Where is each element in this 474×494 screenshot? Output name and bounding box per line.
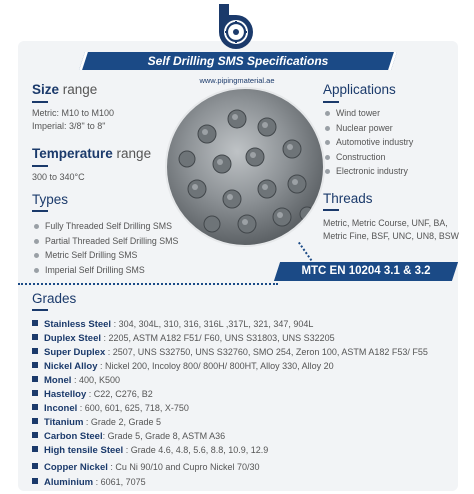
grades-heading: [32, 291, 76, 306]
types-list: [34, 219, 178, 277]
applications-rule: [323, 101, 339, 103]
grade-row: Carbon Steel: Grade 5, Grade 8, ASTM A36: [32, 430, 225, 442]
size-rule: [32, 101, 48, 103]
square-bullet-icon: [32, 418, 38, 424]
bullet-icon: [34, 224, 39, 229]
types-heading: [32, 192, 68, 207]
page-title: Self Drilling SMS Specifications: [147, 54, 329, 68]
temperature-rule: [32, 165, 48, 167]
product-photo: [165, 87, 325, 247]
square-bullet-icon: [32, 390, 38, 396]
threads-heading: [323, 191, 373, 206]
square-bullet-icon: [32, 334, 38, 340]
grade-row: Copper Nickel : Cu Ni 90/10 and Cupro Nickel 70/30: [32, 461, 259, 473]
bullet-icon: [325, 155, 330, 160]
square-bullet-icon: [32, 463, 38, 469]
grade-row: Monel : 400, K500: [32, 374, 120, 386]
square-bullet-icon: [32, 446, 38, 452]
list-item: Imperial Self Drilling SMS: [34, 263, 178, 278]
list-item: Metric Self Drilling SMS: [34, 248, 178, 263]
temperature-heading-bold: Temperature: [32, 146, 113, 161]
types-heading-text: Types: [32, 192, 69, 207]
screws-image: [167, 89, 325, 247]
list-item: Electronic industry: [325, 164, 413, 179]
bullet-icon: [34, 268, 39, 273]
types-rule: [32, 210, 48, 212]
square-bullet-icon: [32, 362, 38, 368]
mtc-label: MTC EN 10204 3.1 & 3.2: [301, 265, 431, 277]
square-bullet-icon: [32, 320, 38, 326]
size-heading-light: range: [62, 82, 98, 97]
grade-row: Stainless Steel : 304, 304L, 310, 316, 316L ,317L, 321, 347, 904L: [32, 318, 313, 330]
applications-heading-text: Applications: [323, 82, 396, 97]
mtc-badge: [277, 262, 455, 281]
size-heading-bold: Size: [32, 82, 60, 97]
title-banner: [82, 52, 394, 70]
grade-row: Super Duplex : 2507, UNS S32750, UNS S32760, SMO 254, Zeron 100, ASTM A182 F53/ F55: [32, 346, 428, 358]
square-bullet-icon: [32, 432, 38, 438]
bullet-icon: [34, 253, 39, 258]
bullet-icon: [34, 239, 39, 244]
size-metric: Metric: M10 to M100: [32, 108, 115, 118]
list-item: Fully Threaded Self Drilling SMS: [34, 219, 178, 234]
threads-rule: [323, 209, 339, 211]
threads-line-2: Metric Fine, BSF, UNC, UN8, BSW: [323, 231, 459, 241]
website-url: www.pipingmaterial.ae: [199, 76, 275, 85]
temperature-heading: [32, 146, 151, 161]
list-item: Wind tower: [325, 106, 413, 121]
bullet-icon: [325, 169, 330, 174]
temperature-value: 300 to 340°C: [32, 172, 85, 182]
grade-row: Titanium : Grade 2, Grade 5: [32, 416, 161, 428]
square-bullet-icon: [32, 376, 38, 382]
threads-line-1: Metric, Metric Course, UNF, BA,: [323, 218, 448, 228]
threads-heading-text: Threads: [323, 191, 373, 206]
applications-list: [325, 106, 413, 179]
grades-rule: [32, 309, 48, 311]
applications-heading: [323, 82, 396, 97]
size-imperial: Imperial: 3/8" to 8": [32, 121, 106, 131]
grade-row: High tensile Steel : Grade 4.6, 4.8, 5.6, 8.8, 10.9, 12.9: [32, 444, 268, 456]
square-bullet-icon: [32, 348, 38, 354]
logo-icon: [211, 2, 261, 52]
list-item: Construction: [325, 150, 413, 165]
grade-row: Duplex Steel : 2205, ASTM A182 F51/ F60, UNS S31803, UNS S32205: [32, 332, 335, 344]
list-item: Partial Threaded Self Drilling SMS: [34, 234, 178, 249]
temperature-heading-light: range: [116, 146, 152, 161]
bullet-icon: [325, 140, 330, 145]
size-heading: [32, 82, 97, 97]
square-bullet-icon: [32, 404, 38, 410]
grades-heading-text: Grades: [32, 291, 77, 306]
grade-row: Nickel Alloy : Nickel 200, Incoloy 800/ 800H/ 800HT, Alloy 330, Alloy 20: [32, 360, 334, 372]
divider-dotted: [18, 283, 278, 285]
bullet-icon: [325, 111, 330, 116]
list-item: Nuclear power: [325, 121, 413, 136]
list-item: Automotive industry: [325, 135, 413, 150]
square-bullet-icon: [32, 478, 38, 484]
grade-row: Aluminium : 6061, 7075: [32, 476, 146, 488]
grade-row: Hastelloy : C22, C276, B2: [32, 388, 153, 400]
grade-row: Inconel : 600, 601, 625, 718, X-750: [32, 402, 189, 414]
bullet-icon: [325, 126, 330, 131]
